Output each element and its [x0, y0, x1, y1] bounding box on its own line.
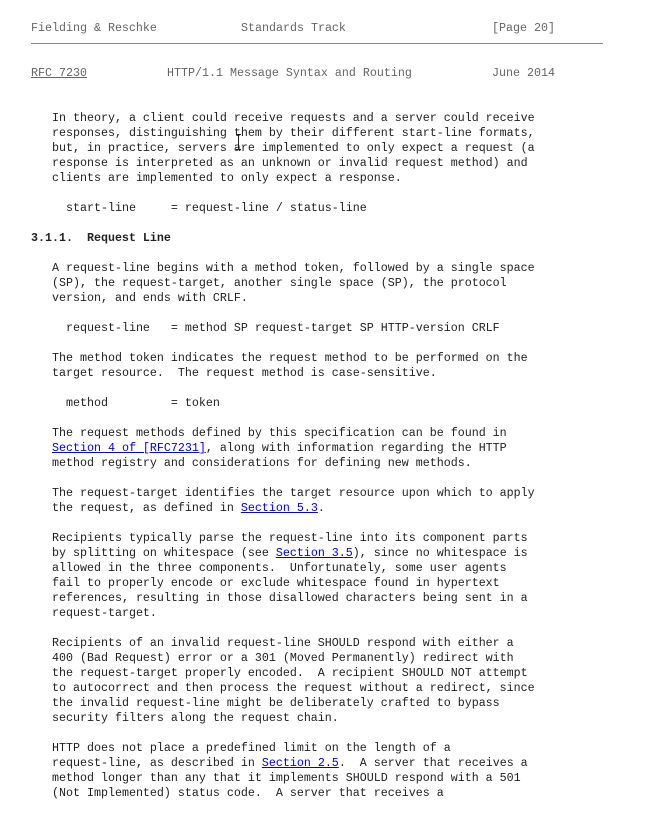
text-fragment: the request, as defined in: [52, 501, 241, 515]
length-limit-paragraph: [52, 741, 528, 801]
start-line-rule: [52, 201, 367, 216]
text-line: 400 (Bad Request) error or a 301 (Moved Permanently) redirect with: [52, 651, 514, 665]
text-line: The request methods defined by this specification can be found in: [52, 426, 507, 440]
method-paragraph: [52, 351, 528, 381]
method-rule: [52, 396, 220, 411]
parsing-paragraph: [52, 531, 528, 621]
methods-defined-paragraph: [52, 426, 507, 471]
text-line: to autocorrect and then process the request without a redirect, since: [52, 681, 535, 695]
text-line: version, and ends with CRLF.: [52, 291, 248, 305]
text-line: method longer than any that it implements SHOULD respond with a 501: [52, 771, 521, 785]
text-line: (Not Implemented) status code. A server that receives a: [52, 786, 444, 800]
abnf-rule: start-line = request-line / status-line: [52, 201, 367, 215]
section-heading: 3.1.1. Request Line: [31, 231, 171, 245]
text-line: [52, 501, 535, 516]
text-cursor-icon: [235, 134, 242, 150]
text-line: the invalid request-line might be deliberately crafted to bypass: [52, 696, 500, 710]
text-line: Recipients of an invalid request-line SHOULD respond with either a: [52, 636, 514, 650]
text-line: The method token indicates the request method to be performed on the: [52, 351, 528, 365]
abnf-rule: request-line = method SP request-target SP HTTP-version CRLF: [52, 321, 500, 335]
text-fragment: .: [317, 501, 325, 515]
request-line-rule: [52, 321, 500, 336]
request-line-paragraph: [52, 261, 535, 306]
text-line: [52, 441, 507, 456]
header-title: HTTP/1.1 Message Syntax and Routing: [167, 66, 412, 80]
text-line: clients are implemented to only expect a response.: [52, 171, 402, 185]
intro-paragraph: [52, 111, 535, 186]
text-line: HTTP does not place a predefined limit on the length of a: [52, 741, 451, 755]
text-line: response is interpreted as an unknown or invalid request method) and: [52, 156, 528, 170]
text-fragment: by splitting on whitespace (see: [52, 546, 276, 560]
text-line: A request-line begins with a method token, followed by a single space: [52, 261, 535, 275]
text-line: Recipients typically parse the request-line into its component parts: [52, 531, 528, 545]
text-line: the request-target properly encoded. A recipient SHOULD NOT attempt: [52, 666, 528, 680]
header-date: June 2014: [492, 66, 555, 80]
footer-authors: Fielding & Reschke: [31, 21, 157, 35]
section-3-5-link[interactable]: Section 3.5: [275, 546, 353, 560]
abnf-rule: method = token: [52, 396, 220, 410]
text-line: (SP), the request-target, another single space (SP), the protocol: [52, 276, 507, 290]
footer-status: Standards Track: [241, 21, 346, 35]
text-fragment: , along with information regarding the HTTP: [205, 441, 507, 455]
text-line: The request-target identifies the target resource upon which to apply: [52, 486, 535, 500]
page-separator: [31, 43, 603, 44]
text-line: In theory, a client could receive requests and a server could receive: [52, 111, 535, 125]
text-line: references, resulting in those disallowed characters being sent in a: [52, 591, 528, 605]
section-2-5-link[interactable]: Section 2.5: [261, 756, 339, 770]
text-line: fail to properly encode or exclude whitespace found in hypertext: [52, 576, 500, 590]
text-line: but, in practice, servers are implemented to only expect a request (a: [52, 141, 535, 155]
invalid-request-line-paragraph: [52, 636, 535, 726]
text-fragment: . A server that receives a: [338, 756, 528, 770]
footer-page-number: [Page 20]: [492, 21, 555, 35]
text-fragment: request-line, as described in: [52, 756, 262, 770]
rfc-link[interactable]: RFC 7230: [31, 66, 87, 80]
text-line: method registry and considerations for defining new methods.: [52, 456, 472, 470]
text-line: request-target.: [52, 606, 157, 620]
section-5-3-link[interactable]: Section 5.3: [240, 501, 318, 515]
text-line: [52, 756, 528, 771]
text-line: responses, distinguishing them by their different start-line formats,: [52, 126, 535, 140]
request-target-paragraph: [52, 486, 535, 516]
text-line: allowed in the three components. Unfortunately, some user agents: [52, 561, 507, 575]
section-4-rfc7231-link[interactable]: Section 4 of [RFC7231]: [52, 441, 206, 455]
text-line: security filters along the request chain.: [52, 711, 339, 725]
text-line: [52, 546, 528, 561]
text-fragment: ), since no whitespace is: [352, 546, 528, 560]
text-line: target resource. The request method is case-sensitive.: [52, 366, 437, 380]
